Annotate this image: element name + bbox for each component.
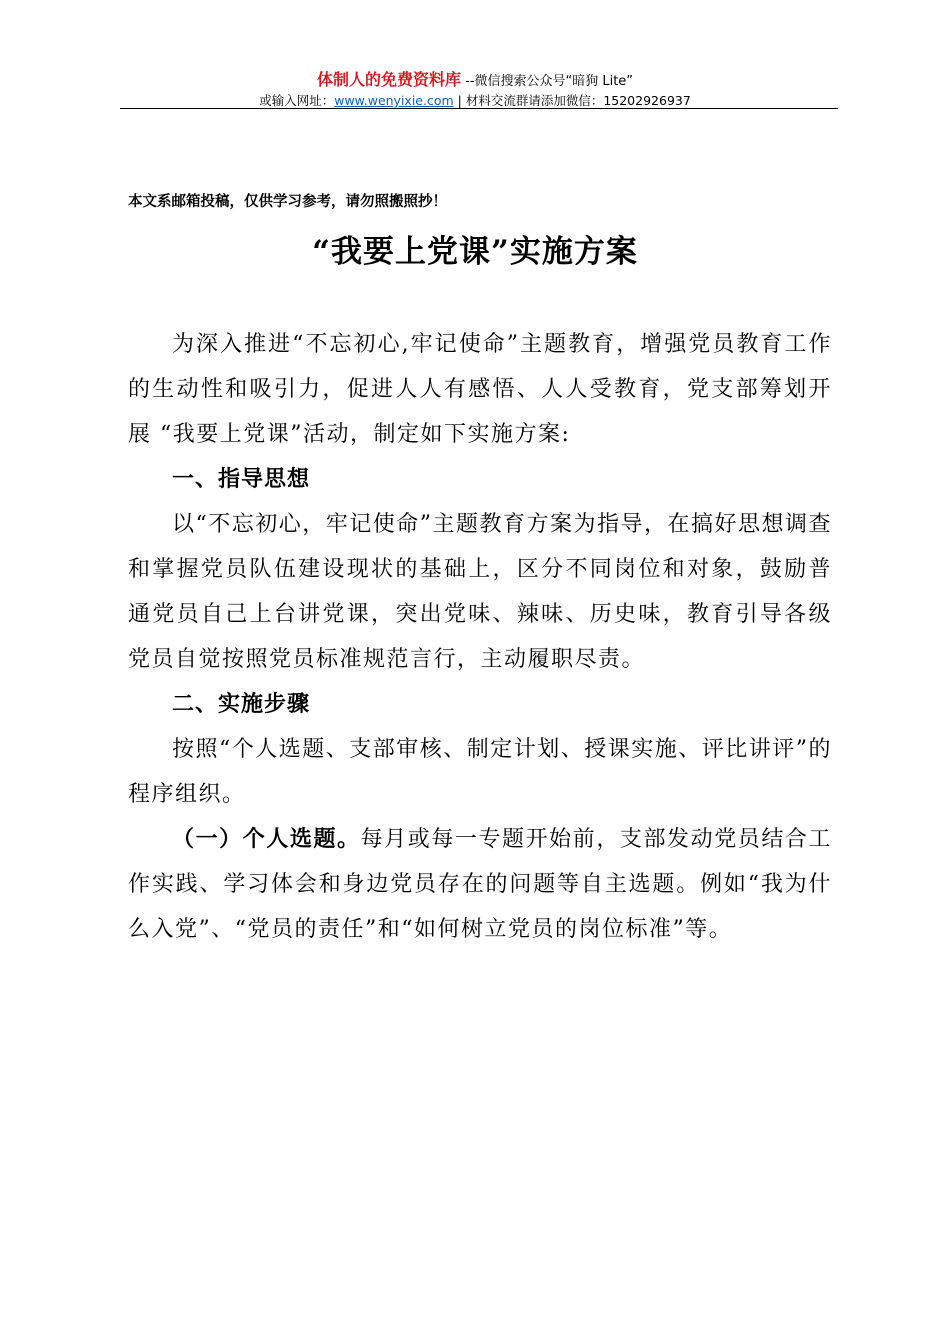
document-body: [128, 322, 832, 952]
section-heading-guiding-ideology: 一、指导思想: [172, 467, 311, 492]
page-header: [0, 70, 950, 110]
contact-text: | 材料交流群请添加微信：15202926937: [453, 93, 691, 108]
website-link[interactable]: www.wenyixie.com: [334, 93, 454, 108]
intro-paragraph: 为深入推进“不忘初心,牢记使命”主题教育，增强党员教育工作的生动性和吸引力，促进人人有感悟、人人受教育，党支部筹划开展 “我要上党课”活动，制定如下实施方案:: [128, 332, 832, 447]
section-2-paragraph: 按照“个人选题、支部审核、制定计划、授课实施、评比讲评”的程序组织。: [128, 737, 832, 807]
subitem-text: 每月或每一专题开始前，支部发动党员结合工作实践、学习体会和身边党员存在的问题等自主选题。例如“我为什么入党”、“党员的责任”和“如何树立党员的岗位标准”等。: [128, 827, 832, 942]
brand-text: 体制人的免费资料库: [316, 70, 461, 89]
document-title: “我要上党课”实施方案: [312, 234, 638, 270]
section-heading-implementation-steps: 二、实施步骤: [172, 692, 311, 717]
subitem-paragraph: [128, 817, 832, 952]
header-line-1: [0, 70, 950, 92]
url-prefix: 或输入网址：: [259, 93, 335, 108]
subitem-lead: （一）个人选题。: [172, 826, 361, 852]
section-1-paragraph: 以“不忘初心，牢记使命”主题教育方案为指导，在搞好思想调查和掌握党员队伍建设现状的基础上，区分不同岗位和对象，鼓励普通党员自己上台讲党课，突出党味、辣味、历史味，教育引导各级党员自觉按照党员标准规范言行，主动履职尽责。: [128, 512, 832, 672]
header-tagline: --微信搜索公众号“暗狗 Lite”: [465, 74, 634, 89]
notice-text: 本文系邮箱投稿，仅供学习参考，请勿照搬照抄！: [128, 193, 447, 210]
header-divider: [120, 108, 838, 109]
